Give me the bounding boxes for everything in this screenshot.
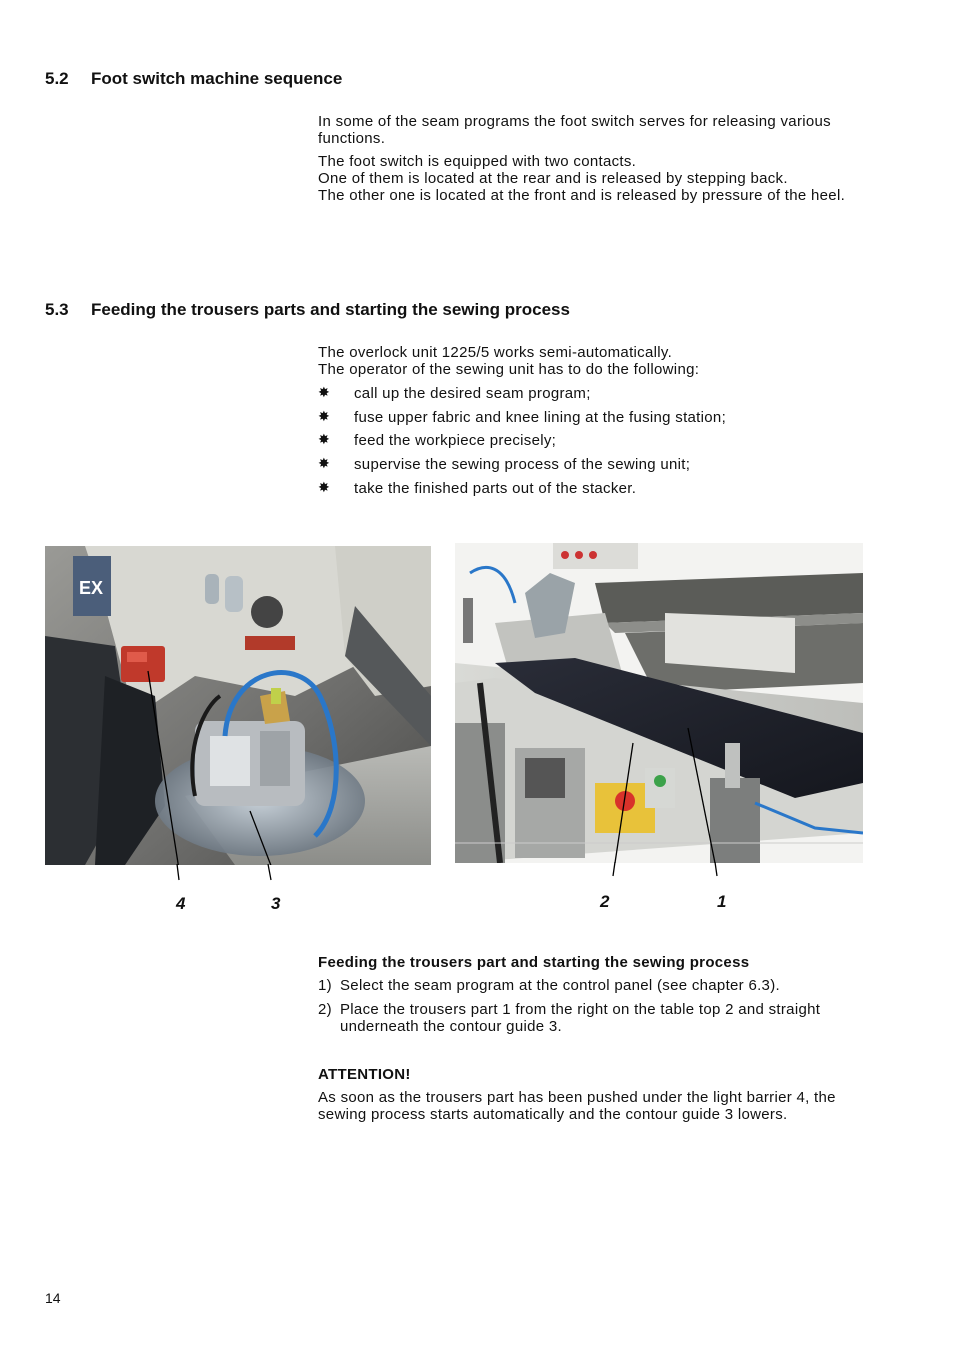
section-number: 5.3 [45,300,69,319]
step-item [318,977,863,994]
text-line: The overlock unit 1225/5 works semi-automatically. [318,344,673,361]
section-number: 5.2 [45,69,69,88]
step-item [318,1001,863,1035]
procedure-steps [318,977,863,1042]
section-5-2-heading [45,69,342,89]
text-line: One of them is located at the rear and is released by stepping back. [318,170,788,187]
list-item [318,480,878,504]
step-number: 1) [318,977,332,994]
page-number: 14 [45,1290,61,1306]
text-line: The operator of the sewing unit has to do the following: [318,361,700,378]
list-item [318,385,878,409]
list-item-text: call up the desired seam program; [354,385,591,402]
paragraph: In some of the seam programs the foot switch serves for releasing various functions. [318,113,831,147]
step-text: Select the seam program at the control panel (see chapter 6.3). [340,977,780,994]
bullet-icon: ✸ [318,384,331,400]
step-text: Place the trousers part 1 from the right on the table top 2 and straight underneath the contour guide 3. [340,1001,821,1035]
task-list [318,385,878,503]
bullet-icon: ✸ [318,431,331,448]
list-item-text: take the finished parts out of the stacker. [354,479,637,497]
callout-lines-right [455,862,863,882]
list-item [318,409,878,433]
section-title: Feeding the trousers parts and starting the sewing process [91,300,570,319]
bullet-icon: ✸ [318,407,331,424]
bullet-icon: ✸ [318,478,331,495]
callout-4: 4 [176,894,186,913]
callout-2: 2 [600,892,610,911]
attention-label: ATTENTION! [318,1066,411,1083]
step-number: 2) [318,1001,332,1018]
callout-lines-left [45,864,431,884]
list-item-text: supervise the sewing process of the sewing unit; [354,456,691,474]
logo-text: EX [79,578,104,598]
section-5-3-intro [318,344,868,378]
list-item [318,456,878,480]
section-5-3-heading [45,300,570,320]
list-item-text: feed the workpiece precisely; [354,432,557,450]
list-item-text: fuse upper fabric and knee lining at the fusing station; [354,408,727,426]
section-5-2-body [318,113,868,204]
photo-sewing-head [45,546,431,865]
callout-1: 1 [717,892,727,911]
list-item [318,432,878,456]
paragraph [318,153,868,204]
callout-3: 3 [271,894,281,913]
section-title: Foot switch machine sequence [91,69,343,88]
bullet-icon: ✸ [318,455,331,472]
attention-text: As soon as the trousers part has been pushed under the light barrier 4, the sewing process starts automatically and the contour guide 3 lowers. [318,1089,836,1123]
text-line: The foot switch is equipped with two contacts. [318,153,637,170]
procedure-title: Feeding the trousers part and starting the sewing process [318,954,750,971]
text-line: The other one is located at the front and is released by pressure of the heel. [318,187,846,204]
photo-workstation [455,543,863,863]
